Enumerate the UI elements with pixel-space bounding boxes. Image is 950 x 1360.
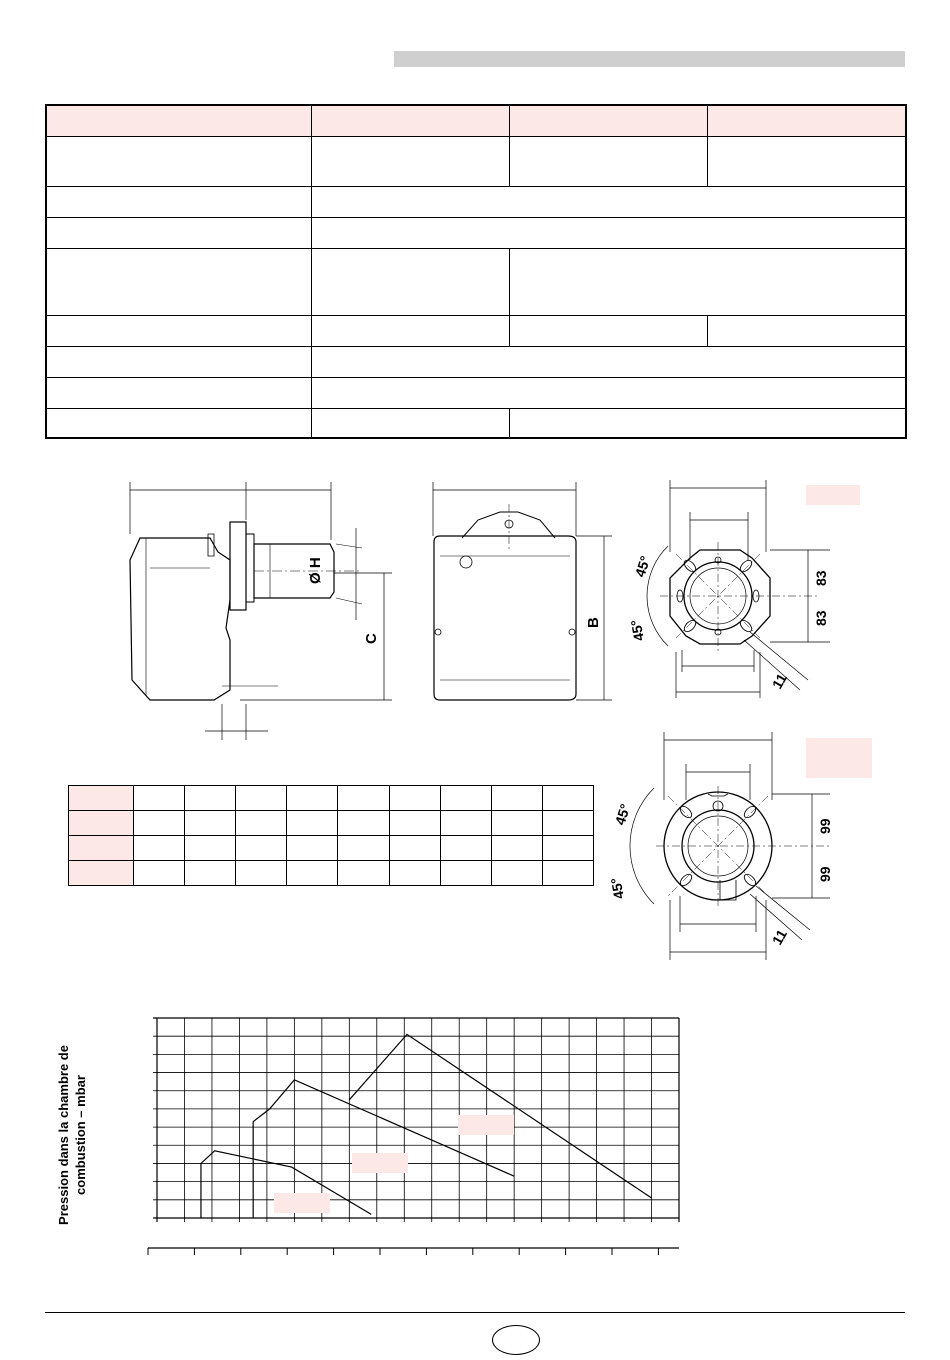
footer-rule bbox=[45, 1312, 905, 1313]
page-number-oval bbox=[492, 1325, 540, 1355]
flange-large-angle-bottom: 45° bbox=[607, 876, 627, 901]
flange-small-angle-top: 45° bbox=[631, 553, 654, 579]
flange-small-label-box bbox=[806, 485, 860, 505]
chart-curves bbox=[201, 1034, 652, 1218]
flange-large-dim-diag: 11 bbox=[768, 926, 791, 948]
curve-1-label-box bbox=[274, 1193, 330, 1213]
flange-large-dim-top: 99 bbox=[817, 818, 833, 834]
chart-y-axis-label bbox=[24, 1020, 120, 1250]
burner-front-view bbox=[130, 482, 392, 740]
flange-small-angle-bottom: 45° bbox=[627, 618, 647, 643]
flange-small-dim-diag: 11 bbox=[768, 670, 791, 692]
flange-large-angle-top: 45° bbox=[611, 801, 634, 827]
chart-grid bbox=[153, 1018, 679, 1222]
curve-3-label-box bbox=[458, 1115, 514, 1135]
flange-small-drawing bbox=[628, 480, 860, 698]
curve-2-label-box bbox=[352, 1153, 408, 1173]
flange-small-dim-top: 83 bbox=[813, 570, 829, 586]
flange-small-dim-bottom: 83 bbox=[813, 610, 829, 626]
flange-large-label-box bbox=[806, 738, 872, 778]
dimension-b-label: B bbox=[585, 617, 602, 628]
dimension-c-label: C bbox=[363, 633, 380, 644]
burner-side-view bbox=[433, 482, 612, 700]
chart-ylabel-line2: combustion – mbar bbox=[73, 1075, 88, 1195]
chart-x-axis bbox=[148, 1248, 679, 1255]
diameter-h-label: Ø H bbox=[307, 557, 324, 584]
flange-large-drawing bbox=[608, 732, 872, 960]
flange-large-dim-bottom: 99 bbox=[817, 866, 833, 882]
chart-ylabel-line1: Pression dans la chambre de bbox=[56, 1045, 71, 1225]
